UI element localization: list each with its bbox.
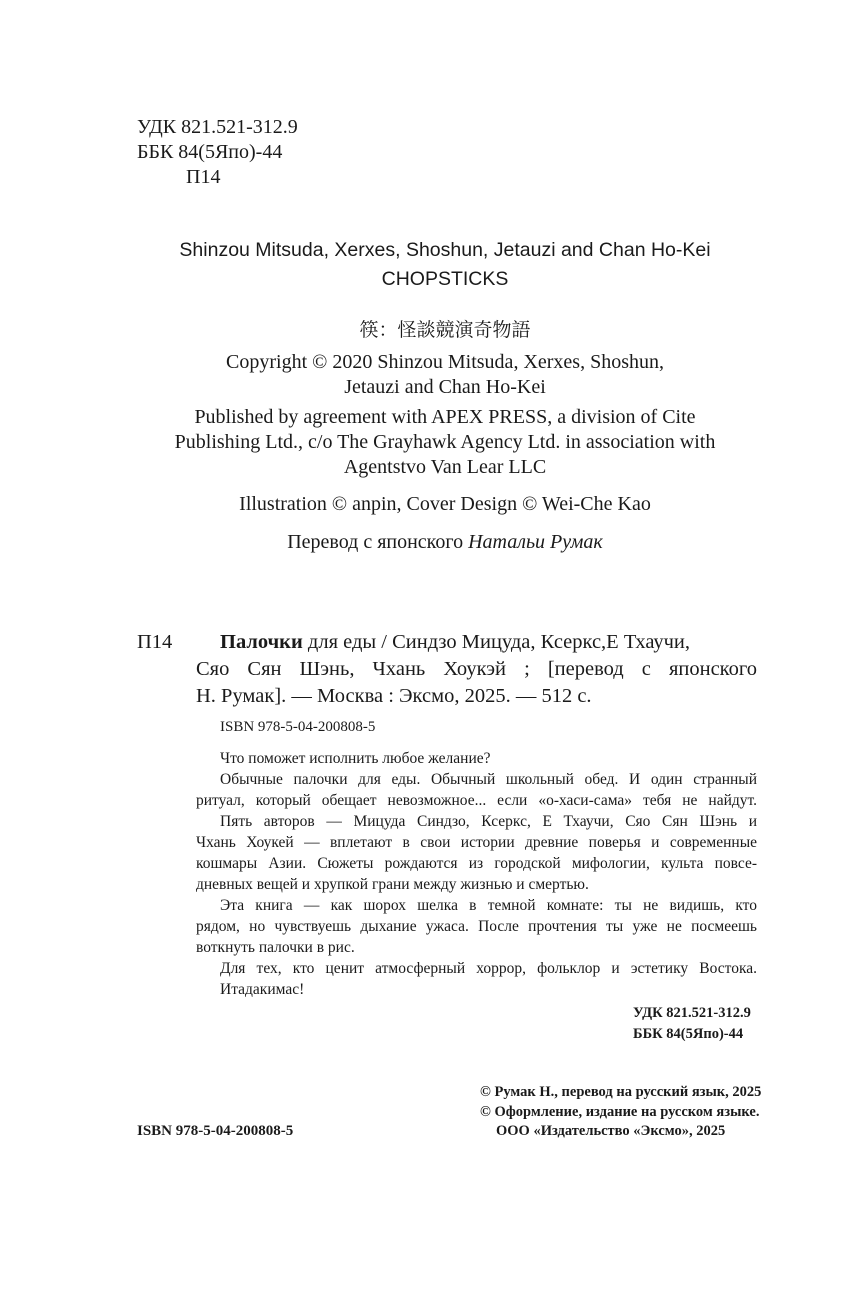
catalog-line-1 [220, 629, 757, 656]
copyright-line-2: Jetauzi and Chan Ho-Kei [344, 376, 546, 398]
footer-isbn: ISBN 978-5-04-200808-5 [137, 1123, 294, 1139]
original-title: CHOPSTICKS [381, 268, 509, 290]
abstract [196, 748, 757, 1000]
catalog-isbn: ISBN 978-5-04-200808-5 [220, 719, 376, 735]
abstract-p6: Итадакимас! [220, 981, 305, 998]
author-mark: П14 [186, 166, 221, 188]
abstract-p3-l4: дневных вещей и хрупкой грани между жизнью и смертью. [196, 876, 589, 893]
classification-udk: УДК 821.521-312.9 [633, 1005, 751, 1021]
catalog-line-1-rest: для еды / Синдзо Мицуда, Ксеркс,Е Тхаучи, [302, 631, 691, 653]
abstract-p2-l2: ритуал, который обещает невозможное... если «о-хаси-сама» тебя не найдут. [196, 792, 757, 809]
catalog-line-2: Сяо Сян Шэнь, Чхань Хоукэй ; [перевод с японского [196, 658, 757, 680]
abstract-p1: Что поможет исполнить любое желание? [220, 750, 491, 767]
copyright-design: © Оформление, издание на русском языке. [480, 1104, 760, 1120]
illustration-credit: Illustration © anpin, Cover Design © Wei-Che Kao [239, 493, 651, 515]
catalog-line-3: Н. Румак]. — Москва : Эксмо, 2025. — 512 с. [196, 685, 592, 707]
abstract-p4-l2: рядом, но чувствуешь дыхание ужаса. После прочтения ты уже не посмеешь [196, 918, 757, 935]
copyright-translation: © Румак Н., перевод на русский язык, 2025 [480, 1084, 762, 1100]
copyright-publisher: ООО «Издательство «Эксмо», 2025 [496, 1123, 726, 1139]
abstract-p3-l2: Чхань Хоукей — вплетают в свои истории древние поверья и современные [196, 834, 757, 851]
cjk-title: 筷：怪談競演奇物語 [359, 319, 531, 341]
published-line-2: Publishing Ltd., c/o The Grayhawk Agency Ltd. in association with [174, 431, 716, 453]
translation-prefix: Перевод с японского [287, 531, 464, 553]
abstract-p3-l3: кошмары Азии. Сюжеты рождаются из городской мифологии, культа повсе- [196, 855, 757, 872]
abstract-p3-l1: Пять авторов — Мицуда Синдзо, Ксеркс, Е Тхаучи, Сяо Сян Шэнь и [220, 813, 757, 830]
original-authors: Shinzou Mitsuda, Xerxes, Shoshun, Jetauzi and Chan Ho-Kei [179, 239, 711, 261]
udk-code: УДК 821.521-312.9 [137, 116, 298, 138]
bbk-code: ББК 84(5Япо)-44 [137, 141, 283, 163]
abstract-p2-l1: Обычные палочки для еды. Обычный школьный обед. И один странный [220, 771, 757, 788]
translation-credit [0, 530, 844, 555]
classification-bbk: ББК 84(5Япо)-44 [633, 1026, 744, 1042]
abstract-p4-l1: Эта книга — как шорох шелка в темной комнате: ты не видишь, кто [220, 897, 757, 914]
translator-name: Натальи Румак [468, 531, 603, 553]
published-line-3: Agentstvo Van Lear LLC [343, 456, 547, 478]
abstract-p5: Для тех, кто ценит атмосферный хоррор, фольклор и эстетику Востока. [220, 960, 757, 977]
published-line-1: Published by agreement with APEX PRESS, a division of Cite [194, 406, 696, 428]
abstract-p4-l3: воткнуть палочки в рис. [196, 939, 355, 956]
catalog-title: Палочки [220, 631, 303, 653]
copyright-line-1: Copyright © 2020 Shinzou Mitsuda, Xerxes, Shoshun, [226, 351, 664, 373]
catalog-code: П14 [137, 631, 173, 653]
